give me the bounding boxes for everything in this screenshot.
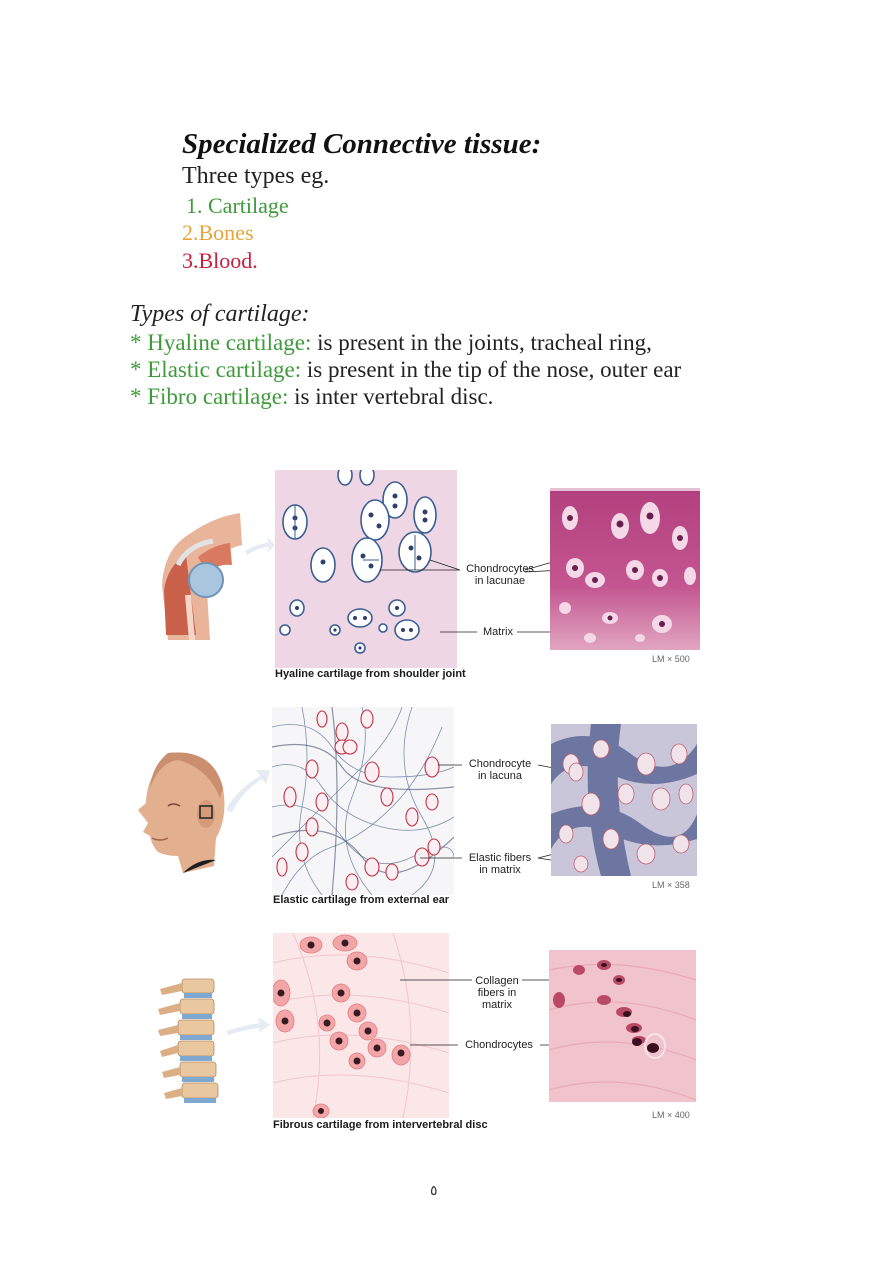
type-fibro-name: * Fibro cartilage: <box>130 384 289 409</box>
type-hyaline-name: * Hyaline cartilage: <box>130 330 312 355</box>
fibrous-micrograph-photo <box>549 950 696 1102</box>
pointer-arrow-icon <box>224 766 272 812</box>
fibrous-label-fibers-line2: fibers in <box>477 987 517 999</box>
elastic-caption: Elastic cartilage from external ear <box>273 894 450 906</box>
hyaline-leader-lines <box>370 540 580 650</box>
elastic-label-fibers <box>455 852 545 876</box>
page-number: ٥ <box>430 1184 438 1199</box>
type-elastic <box>130 357 681 383</box>
elastic-label-cells-line2: in lacuna <box>477 770 523 782</box>
spine-illustration <box>158 975 224 1110</box>
type-elastic-name: * Elastic cartilage: <box>130 357 302 382</box>
hyaline-label-matrix: Matrix <box>483 626 513 638</box>
subtitle: Three types eg. <box>182 163 330 189</box>
fibrous-label-cells: Chondrocytes <box>465 1039 533 1051</box>
hyaline-label-cells-line1: Chondrocytes <box>466 563 534 575</box>
types-heading: Types of cartilage: <box>130 301 310 327</box>
elastic-magnification: LM × 358 <box>652 880 690 890</box>
hyaline-micrograph-photo <box>550 488 700 650</box>
hyaline-caption: Hyaline cartilage from shoulder joint <box>275 668 466 680</box>
hyaline-label-cells <box>455 563 545 587</box>
list-item-bones: 2.Bones <box>182 220 254 245</box>
pointer-arrow-icon <box>245 535 275 557</box>
fibrous-magnification: LM × 400 <box>652 1110 690 1120</box>
pointer-arrow-icon <box>226 1015 270 1037</box>
type-hyaline <box>130 330 652 356</box>
elastic-label-cells <box>460 758 540 782</box>
list-item-blood: 3.Blood. <box>182 248 258 273</box>
fibrous-label-fibers-line1: Collagen <box>475 975 519 987</box>
hyaline-magnification: LM × 500 <box>652 654 690 664</box>
page-title: Specialized Connective tissue: <box>182 128 542 160</box>
elastic-label-fibers-line2: in matrix <box>479 864 521 876</box>
type-fibro-desc: is inter vertebral disc. <box>288 384 494 409</box>
elastic-micrograph-photo <box>551 724 697 876</box>
elastic-label-fibers-line1: Elastic fibers <box>468 852 532 864</box>
hyaline-label-cells-line2: in lacunae <box>474 575 526 587</box>
type-hyaline-desc: is present in the joints, tracheal ring, <box>311 330 652 355</box>
list-item-cartilage: 1. Cartilage <box>186 193 289 218</box>
shoulder-illustration <box>158 505 248 640</box>
fibrous-caption: Fibrous cartilage from intervertebral disc <box>273 1119 488 1131</box>
elastic-label-cells-line1: Chondrocyte <box>468 758 532 770</box>
fibrous-label-fibers <box>466 975 528 1011</box>
head-ear-illustration <box>128 748 228 873</box>
type-fibro <box>130 384 493 410</box>
fibrous-label-fibers-line3: matrix <box>482 999 512 1011</box>
type-elastic-desc: is present in the tip of the nose, outer ear <box>301 357 682 382</box>
